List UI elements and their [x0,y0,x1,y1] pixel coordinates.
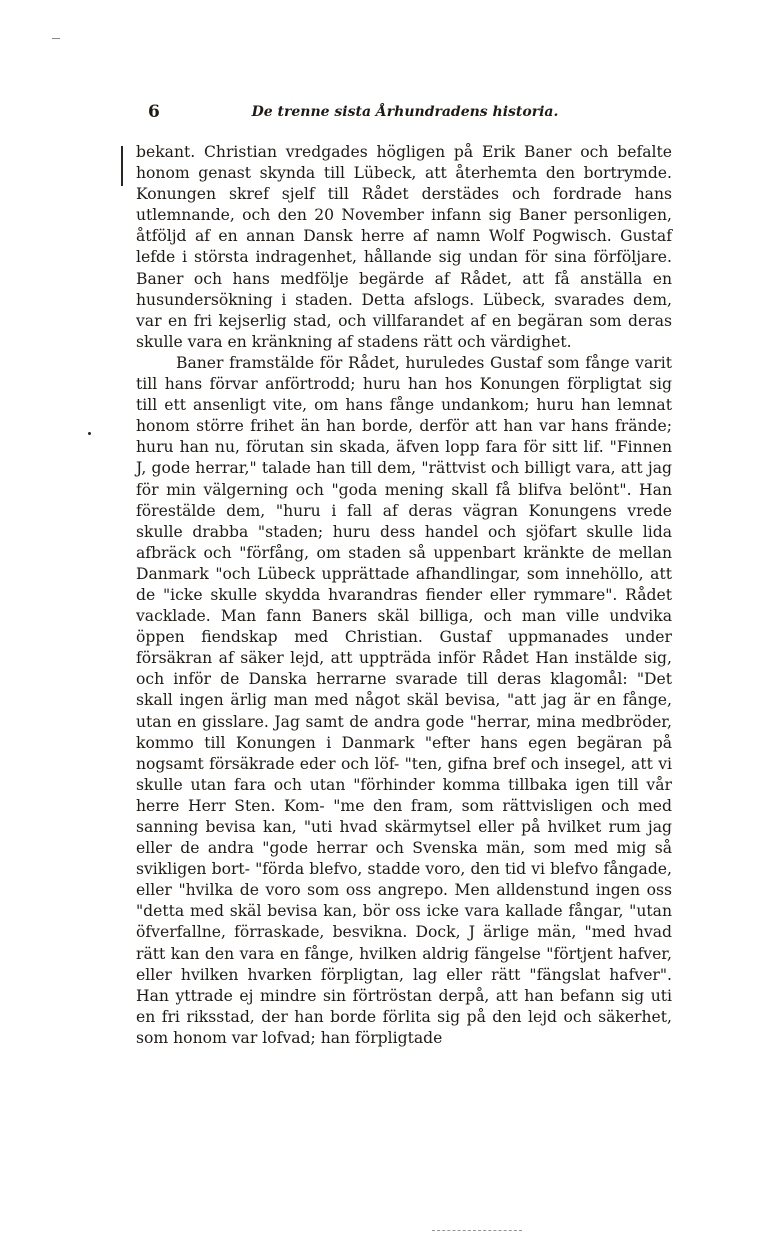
scan-artifact [432,1230,522,1233]
paragraph-1: bekant. Christian vredgades högligen på Erik Baner och befalte honom genast skynda till Lübeck, att återhemta den bortrymde. Konungen skref sjelf till Rådet derstädes och fordrade hans utlemnande, och den 20 November infann sig Baner personligen, åtföljd af en annan Dansk herre af namn Wolf Pogwisch. Gustaf lefde i största indragenhet, hållande sig undan för sina förföljare. Baner och hans medfölje begärde af Rådet, att få anställa en husundersökning i staden. Detta afslogs. Lübeck, svarades dem, var en fri kejserlig stad, och villfarandet af en begäran som deras skulle vara en kränkning af stadens rätt och värdighet. [136,143,672,351]
margin-dot [88,432,91,435]
page-number: 6 [148,102,160,122]
scan-mark [52,38,60,39]
running-title: De trenne sista Århundradens historia. [251,104,559,120]
paragraph-2: Baner framstälde för Rådet, huruledes Gustaf som fånge varit till hans förvar anförtrodd; huru han hos Konungen förpligtat sig till ett ansenligt vite, om hans fånge undankom; huru han lemnat honom större frihet än han borde, derför att han var hans frände; huru han nu, förutan sin skada, äfven lopp fara för sitt lif. "Finnen J, gode herrar," talade han till dem, "rättvist och billigt vara, att jag för min välgerning och "goda mening skall få blifva belönt". Han förestälde dem, "huru i fall af deras vägran Konungens vrede skulle drabba "staden; huru dess handel och sjöfart skulle lida afbräck och "förfång, om staden så uppenbart kränkte de mellan Danmark "och Lübeck upprättade afhandlingar, som innehöllo, att de "icke skulle skydda hvarandras fiender eller rymmare". Rådet vacklade. Man fann Baners skäl billiga, och man ville undvika öppen fiendskap med Christian. Gustaf uppmanades under försäkran af säker lejd, att uppträda inför Rådet Han instälde sig, och inför de Danska herrarne svarade till deras klagomål: "Det skall ingen ärlig man med något skäl bevisa, "att jag är en fånge, utan en gisslare. Jag samt de andra gode "herrar, mina medbröder, kommo till Konungen i Danmark "efter hans egen begäran på nogsamt försäkrade eder och löf- "ten, gifna bref och insegel, att vi skulle utan fara och utan "förhinder komma tillbaka igen till vår herre Herr Sten. Kom- "me den fram, som rättvisligen och med sanning bevisa kan, "uti hvad skärmytsel eller på hvilket rum jag eller de andra "gode herrar och Svenska män, som med mig så svikligen bort- "förda blefvo, stadde voro, den tid vi blefvo fångade, eller "hvilka de voro som oss angrepo. Men alldenstund ingen oss "detta med skäl bevisa kan, bör oss icke vara kallade fångar, "utan öfverfallne, förraskade, besvikna. Dock, J ärlige män, "med hvad rätt kan den vara en fånge, hvilken aldrig fängelse "förtjent hafver, eller hvilken hvarken förpligtan, lag eller rätt "fängslat hafver". Han yttrade ej mindre sin förtröstan derpå, att han befann sig uti en fri riksstad, der han borde förlita sig på den lejd och säkerhet, som honom var lofvad; han förpligtade [136,353,672,1047]
margin-mark [121,146,123,186]
page-header [138,102,672,126]
body-text [136,142,672,1049]
